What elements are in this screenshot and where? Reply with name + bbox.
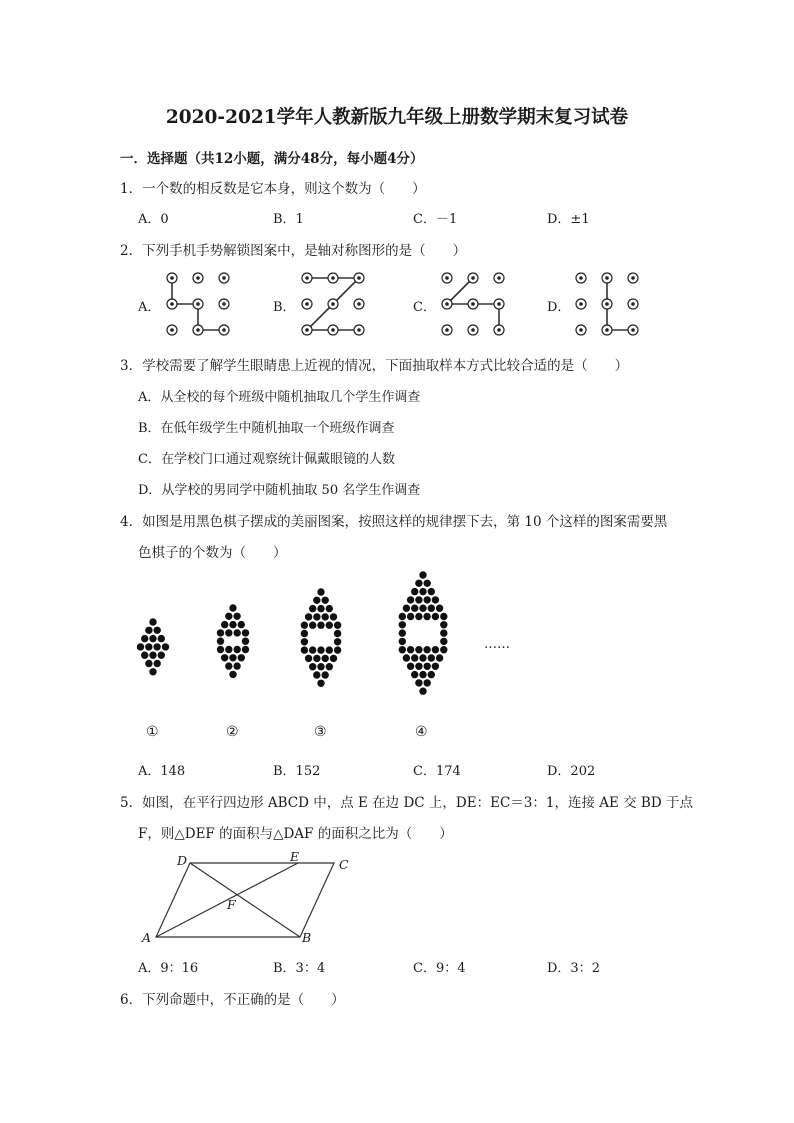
question-4-stem-line1: 4．如图是用黑色棋子摆成的美丽图案，按照这样的规律摆下去，第 10 个这样的图案需要黑 [120, 514, 668, 530]
q5-point-c: C [339, 857, 349, 872]
q5-option-c: C．9：4 [413, 961, 466, 976]
q5-option-a: A．9：16 [138, 961, 199, 976]
question-5-stem-line1: 5．如图，在平行四边形 ABCD 中，点 E 在边 DC 上，DE：EC＝3：1，连接 AE 交 BD 于点 [120, 795, 693, 811]
q2-label-b: B． [273, 300, 296, 315]
q2-label-a: A． [138, 300, 161, 315]
q5-point-e: E [290, 849, 300, 864]
q5-option-d: D．3：2 [547, 961, 600, 976]
q2-label-d: D． [547, 300, 571, 315]
q3-option-a: A．从全校的每个班级中随机抽取几个学生作调查 [138, 390, 421, 405]
q4-figure-label-1: ① [146, 724, 159, 740]
q2-pattern-b [295, 268, 375, 338]
exam-title: 2020-2021学年人教新版九年级上册数学期末复习试卷 [165, 107, 629, 128]
q3-option-c: C．在学校门口通过观察统计佩戴眼镜的人数 [138, 452, 395, 467]
question-3-stem: 3．学校需要了解学生眼睛患上近视的情况，下面抽取样本方式比较合适的是（ ） [120, 358, 629, 374]
q4-option-c: C．174 [413, 764, 461, 779]
q4-ellipsis: …… [484, 637, 510, 652]
q4-figure-label-4: ④ [415, 724, 428, 740]
q2-pattern-d [569, 268, 649, 338]
question-5-stem-line2: F，则△DEF 的面积与△DAF 的面积之比为（ ） [138, 826, 453, 842]
q2-label-c: C． [413, 300, 436, 315]
q1-option-a: A．0 [138, 212, 169, 227]
q5-point-a: A [142, 930, 152, 945]
q4-bead-patterns [120, 570, 540, 735]
q4-figure-label-3: ③ [314, 724, 327, 740]
q5-point-b: B [302, 930, 312, 945]
pattern-dots [167, 273, 229, 335]
question-4-stem-line2: 色棋子的个数为（ ） [138, 545, 287, 561]
q3-option-d: D．从学校的男同学中随机抽取 50 名学生作调查 [138, 483, 421, 498]
q4-figure-label-2: ② [226, 724, 239, 740]
question-2-stem: 2．下列手机手势解锁图案中，是轴对称图形的是（ ） [120, 243, 467, 259]
q5-point-f: F [227, 897, 236, 912]
question-1-stem: 1．一个数的相反数是它本身，则这个数为（ ） [120, 181, 426, 197]
q3-option-b: B．在低年级学生中随机抽取一个班级作调查 [138, 421, 395, 436]
q2-pattern-a [160, 268, 240, 338]
q1-option-b: B．1 [273, 212, 304, 227]
q4-option-a: A．148 [138, 764, 186, 779]
q5-parallelogram-figure [140, 850, 360, 950]
section-heading: 一．选择题（共12小题，满分48分，每小题4分） [120, 151, 424, 167]
q1-option-c: C．－1 [413, 212, 458, 227]
q5-option-b: B．3：4 [273, 961, 326, 976]
question-6-stem: 6．下列命题中，不正确的是（ ） [120, 992, 345, 1008]
q1-option-d: D．±1 [547, 212, 590, 227]
q5-point-d: D [177, 853, 188, 868]
q2-pattern-c [435, 268, 515, 338]
q4-option-d: D．202 [547, 764, 596, 779]
q4-option-b: B．152 [273, 764, 321, 779]
